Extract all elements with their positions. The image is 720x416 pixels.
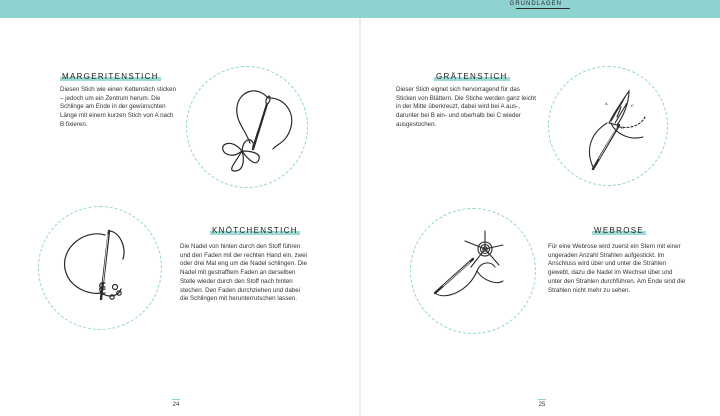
illustration-knoetchenstich [38, 206, 162, 330]
stitch-title-knoetchenstich: KNÖTCHENSTICH [212, 226, 298, 235]
stitch-title-gratenstich: GRÄTENSTICH [436, 72, 508, 81]
point-label-b2: B [621, 125, 624, 130]
point-label-b: B [252, 143, 255, 148]
illustration-margeritenstich [186, 66, 308, 188]
stitch-text-gratenstich: Dieser Stich eignet sich hervorragend für das Sticken von Blättern. Die Stiche werden ganz leicht in der Mitte überkreuzt, dabei wird bei A aus-, darunter bei B ein- und oberhalb bei C wieder ausgestochen. [396, 86, 536, 128]
page-number-right: 25 [532, 402, 552, 408]
stitch-text-webrose: Für eine Webrose wird zuerst ein Stern mit einer ungeraden Anzahl Strahlen aufgestickt. Im Anschluss wird über und unter die Strahlen gewebt, dazu die Nadel im Wechsel über und unter den Strahlen durchführen. Am Ende sind die Strahlen nicht mehr zu sehen. [548, 243, 686, 294]
section-tag: GRUNDLAGEN [509, 1, 562, 7]
knot-needle-drawing [39, 207, 163, 331]
page-number-left: 24 [166, 402, 186, 408]
illustration-gratenstich [548, 66, 668, 186]
stitch-text-knoetchenstich: Die Nadel von hinten durch den Stoff führen und den Faden mit der rechten Hand ein, zwei oder drei Mal eng um die Nadel schlingen. Die Nadel mit gestrafftem Faden an derselben Stelle wieder durch den Stoff nach hinten stechen. Den Faden durchziehen und dabei die Schlingen mit herunterrutschen lassen. [180, 243, 307, 303]
leaf-needle-drawing [549, 67, 669, 187]
section-tag-underline [516, 8, 570, 9]
stitch-title-webrose: WEBROSE [594, 226, 644, 235]
point-label-c: C [631, 103, 634, 108]
stitch-title-margeritenstich: MARGERITENSTICH [62, 72, 159, 81]
top-color-bar [0, 0, 720, 18]
stitch-text-margeritenstich: Diesen Stich wie einen Kettenstich sticken – jedoch um ein Zentrum herum. Die Schlinge am Ende in der gewünschten Länge mit einem kurzen Stich von A nach B fixieren. [60, 86, 176, 128]
illustration-webrose [410, 208, 536, 334]
needle-flower-drawing [187, 67, 309, 189]
woven-rose-drawing [411, 209, 537, 335]
page-spine [359, 18, 361, 416]
point-label-a: A [605, 101, 608, 106]
